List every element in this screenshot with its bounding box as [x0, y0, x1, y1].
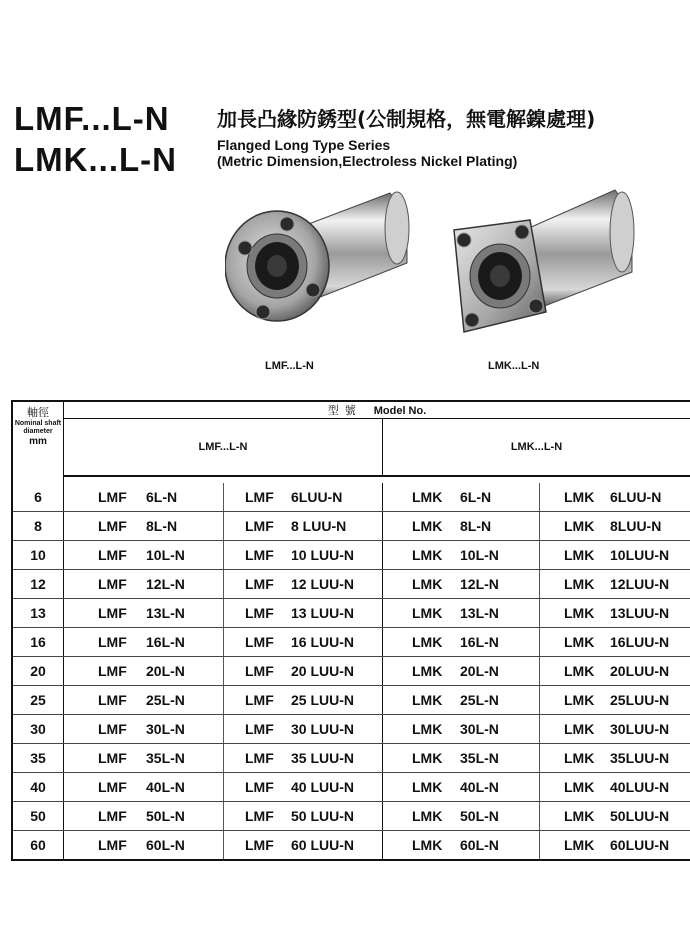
model-suffix: 13L-N: [460, 605, 499, 621]
lmk-standard-cell: [383, 570, 540, 599]
model-suffix: 13: [30, 605, 46, 621]
lmk-standard-cell: [383, 744, 540, 773]
model-prefix: LMK: [412, 779, 443, 795]
model-prefix: LMK: [564, 518, 595, 534]
lmf-standard-cell: [64, 715, 224, 744]
lmk-luu-cell: [540, 483, 690, 512]
model-prefix: LMK: [412, 663, 443, 679]
model-suffix: 35LUU-N: [610, 750, 670, 766]
model-prefix: LMK: [412, 576, 443, 592]
model-prefix: LMK: [412, 605, 443, 621]
lmk-standard-cell: [383, 802, 540, 831]
group-lmf-header: LMF...L-N: [64, 419, 383, 477]
title-line-2: LMK...L-N: [14, 141, 177, 178]
lmk-standard-cell: [383, 831, 540, 861]
model-prefix: LMK: [412, 547, 443, 563]
lmf-standard-cell: [64, 483, 224, 512]
model-suffix: 35: [30, 750, 46, 766]
model-table: [11, 400, 690, 861]
model-suffix: 25L-N: [460, 692, 499, 708]
model-suffix: 16L-N: [146, 634, 185, 650]
shaft-diameter-cell: [12, 715, 64, 744]
table-row: [12, 599, 690, 628]
lmk-luu-cell: [540, 744, 690, 773]
model-suffix: 10: [30, 547, 46, 563]
lmk-luu-cell: [540, 599, 690, 628]
lmk-luu-cell: [540, 831, 690, 861]
model-prefix: LMF: [245, 779, 274, 795]
model-suffix: 50L-N: [146, 808, 185, 824]
model-suffix: 16 LUU-N: [291, 634, 355, 650]
model-prefix: LMF: [98, 663, 127, 679]
model-prefix: LMF: [98, 808, 127, 824]
model-prefix: LMF: [245, 692, 274, 708]
model-suffix: 10L-N: [460, 547, 499, 563]
shaft-diameter-cell: [12, 831, 64, 861]
model-suffix: 30 LUU-N: [291, 721, 355, 737]
shaft-diameter-cell: [12, 570, 64, 599]
lmf-standard-cell: [64, 657, 224, 686]
lmk-standard-cell: [383, 483, 540, 512]
lmk-standard-cell: [383, 686, 540, 715]
lmk-standard-cell: [383, 599, 540, 628]
lmk-standard-cell: [383, 512, 540, 541]
model-suffix: 13LUU-N: [610, 605, 670, 621]
model-suffix: 50: [30, 808, 46, 824]
model-suffix: 60LUU-N: [610, 837, 670, 853]
table-row: [12, 541, 690, 570]
lmf-luu-cell: [224, 541, 383, 570]
model-suffix: 10L-N: [146, 547, 185, 563]
model-suffix: 25 LUU-N: [291, 692, 355, 708]
model-prefix: LMK: [564, 721, 595, 737]
model-suffix: 40LUU-N: [610, 779, 670, 795]
shaft-header-unit: mm: [29, 436, 47, 447]
model-suffix: 8: [34, 518, 42, 534]
model-suffix: 12: [30, 576, 46, 592]
model-prefix: LMK: [564, 547, 595, 563]
shaft-diameter-cell: [12, 686, 64, 715]
shaft-diameter-cell: [12, 628, 64, 657]
model-suffix: 35L-N: [460, 750, 499, 766]
model-prefix: LMF: [245, 518, 274, 534]
model-prefix: LMF: [245, 663, 274, 679]
lmk-standard-cell: [383, 773, 540, 802]
lmf-luu-cell: [224, 570, 383, 599]
model-prefix: LMF: [98, 721, 127, 737]
model-suffix: 16: [30, 634, 46, 650]
lmf-standard-cell: [64, 773, 224, 802]
model-suffix: 35L-N: [146, 750, 185, 766]
model-prefix: LMF: [98, 547, 127, 563]
model-prefix: LMF: [98, 779, 127, 795]
model-header-en: Model No.: [373, 405, 427, 417]
caption-lmk: LMK...L-N: [488, 360, 540, 372]
table-row: [12, 715, 690, 744]
shaft-diameter-cell: [12, 541, 64, 570]
model-prefix: LMF: [245, 837, 274, 853]
round-flange-bearing-image: [225, 188, 415, 338]
model-suffix: 8L-N: [146, 518, 178, 534]
table-row: [12, 657, 690, 686]
model-prefix: LMK: [412, 489, 443, 505]
model-suffix: 6LUU-N: [610, 489, 662, 505]
model-prefix: LMK: [564, 692, 595, 708]
model-suffix: 12L-N: [146, 576, 185, 592]
subtitle-chinese: 加長凸緣防銹型(公制規格，無電解鎳處理): [217, 107, 596, 131]
model-suffix: 60L-N: [460, 837, 499, 853]
model-prefix: LMF: [245, 750, 274, 766]
model-suffix: 10LUU-N: [610, 547, 670, 563]
table-row: [12, 512, 690, 541]
model-suffix: 20 LUU-N: [291, 663, 355, 679]
table-row: [12, 744, 690, 773]
model-suffix: 50L-N: [460, 808, 499, 824]
model-no-header: [64, 401, 690, 419]
model-suffix: 35 LUU-N: [291, 750, 355, 766]
lmk-luu-cell: [540, 570, 690, 599]
model-prefix: LMF: [98, 576, 127, 592]
lmf-luu-cell: [224, 512, 383, 541]
lmk-luu-cell: [540, 773, 690, 802]
lmk-luu-cell: [540, 657, 690, 686]
table-row: [12, 570, 690, 599]
lmf-luu-cell: [224, 744, 383, 773]
group-lmk-header: LMK...L-N: [383, 419, 690, 477]
lmk-standard-cell: [383, 628, 540, 657]
model-suffix: 30L-N: [460, 721, 499, 737]
lmk-luu-cell: [540, 628, 690, 657]
model-suffix: 50 LUU-N: [291, 808, 355, 824]
lmk-standard-cell: [383, 715, 540, 744]
lmf-luu-cell: [224, 483, 383, 512]
model-prefix: LMF: [245, 576, 274, 592]
model-suffix: 13L-N: [146, 605, 185, 621]
model-prefix: LMK: [564, 489, 595, 505]
model-prefix: LMK: [564, 808, 595, 824]
model-prefix: LMF: [245, 808, 274, 824]
lmf-luu-cell: [224, 599, 383, 628]
model-suffix: 6: [34, 489, 42, 505]
model-suffix: 8L-N: [460, 518, 492, 534]
model-suffix: 40: [30, 779, 46, 795]
model-suffix: 40 LUU-N: [291, 779, 355, 795]
model-suffix: 8 LUU-N: [291, 518, 347, 534]
model-prefix: LMF: [98, 605, 127, 621]
model-suffix: 10 LUU-N: [291, 547, 355, 563]
lmf-luu-cell: [224, 715, 383, 744]
caption-lmf: LMF...L-N: [265, 360, 314, 372]
model-suffix: 30LUU-N: [610, 721, 670, 737]
model-prefix: LMF: [245, 547, 274, 563]
model-suffix: 25: [30, 692, 46, 708]
lmk-luu-cell: [540, 686, 690, 715]
lmf-luu-cell: [224, 686, 383, 715]
model-prefix: LMK: [412, 808, 443, 824]
shaft-diameter-cell: [12, 512, 64, 541]
model-suffix: 12 LUU-N: [291, 576, 355, 592]
model-suffix: 13 LUU-N: [291, 605, 355, 621]
model-suffix: 50LUU-N: [610, 808, 670, 824]
model-prefix: LMF: [98, 518, 127, 534]
title-line-1: LMF...L-N: [14, 100, 170, 137]
model-suffix: 60: [30, 837, 46, 853]
lmf-standard-cell: [64, 512, 224, 541]
table-row: [12, 773, 690, 802]
shaft-diameter-cell: [12, 657, 64, 686]
model-prefix: LMF: [98, 692, 127, 708]
table-row: [12, 831, 690, 861]
lmk-luu-cell: [540, 715, 690, 744]
model-suffix: 20LUU-N: [610, 663, 670, 679]
model-prefix: LMF: [245, 605, 274, 621]
shaft-diameter-cell: [12, 599, 64, 628]
lmf-luu-cell: [224, 657, 383, 686]
model-prefix: LMK: [564, 779, 595, 795]
model-suffix: 20: [30, 663, 46, 679]
model-suffix: 30L-N: [146, 721, 185, 737]
model-prefix: LMK: [412, 837, 443, 853]
model-suffix: 6L-N: [146, 489, 178, 505]
model-suffix: 20L-N: [460, 663, 499, 679]
model-prefix: LMF: [245, 634, 274, 650]
lmf-standard-cell: [64, 570, 224, 599]
shaft-diameter-header: [12, 401, 64, 483]
lmf-luu-cell: [224, 628, 383, 657]
model-suffix: 12LUU-N: [610, 576, 670, 592]
lmf-standard-cell: [64, 744, 224, 773]
shaft-header-zh: 軸徑: [27, 406, 49, 419]
lmf-standard-cell: [64, 628, 224, 657]
shaft-diameter-cell: [12, 744, 64, 773]
square-flange-bearing-image: [450, 182, 640, 342]
shaft-diameter-cell: [12, 802, 64, 831]
table-row: [12, 483, 690, 512]
model-prefix: LMF: [245, 721, 274, 737]
model-suffix: 60L-N: [146, 837, 185, 853]
lmf-luu-cell: [224, 802, 383, 831]
table-row: [12, 686, 690, 715]
model-suffix: 60 LUU-N: [291, 837, 355, 853]
model-suffix: 8LUU-N: [610, 518, 662, 534]
model-suffix: 6L-N: [460, 489, 492, 505]
lmk-luu-cell: [540, 541, 690, 570]
model-suffix: 25L-N: [146, 692, 185, 708]
model-prefix: LMK: [412, 750, 443, 766]
model-prefix: LMF: [98, 489, 127, 505]
lmk-luu-cell: [540, 512, 690, 541]
model-suffix: 40L-N: [460, 779, 499, 795]
model-prefix: LMK: [412, 518, 443, 534]
shaft-diameter-cell: [12, 773, 64, 802]
shaft-diameter-cell: [12, 483, 64, 512]
model-prefix: LMK: [412, 634, 443, 650]
lmf-luu-cell: [224, 773, 383, 802]
model-header-zh: 型號: [327, 404, 362, 417]
model-prefix: LMK: [564, 663, 595, 679]
lmf-standard-cell: [64, 686, 224, 715]
model-prefix: LMF: [98, 837, 127, 853]
model-suffix: 16LUU-N: [610, 634, 670, 650]
lmf-standard-cell: [64, 802, 224, 831]
subtitle-english-2: (Metric Dimension,Electroless Nickel Plating): [217, 153, 518, 169]
model-prefix: LMK: [564, 634, 595, 650]
model-prefix: LMK: [412, 721, 443, 737]
model-suffix: 30: [30, 721, 46, 737]
model-prefix: LMF: [98, 634, 127, 650]
lmf-standard-cell: [64, 831, 224, 861]
shaft-header-en: Nominal shaft diameter: [14, 420, 62, 435]
model-suffix: 40L-N: [146, 779, 185, 795]
model-prefix: LMK: [564, 837, 595, 853]
model-suffix: 25LUU-N: [610, 692, 670, 708]
lmk-standard-cell: [383, 657, 540, 686]
model-prefix: LMK: [564, 576, 595, 592]
model-suffix: 6LUU-N: [291, 489, 343, 505]
table-row: [12, 628, 690, 657]
model-prefix: LMF: [98, 750, 127, 766]
model-prefix: LMK: [412, 692, 443, 708]
model-suffix: 20L-N: [146, 663, 185, 679]
lmf-standard-cell: [64, 541, 224, 570]
model-suffix: 16L-N: [460, 634, 499, 650]
subtitle-english-1: Flanged Long Type Series: [217, 137, 391, 153]
model-prefix: LMF: [245, 489, 274, 505]
lmf-luu-cell: [224, 831, 383, 861]
lmk-standard-cell: [383, 541, 540, 570]
model-suffix: 12L-N: [460, 576, 499, 592]
model-prefix: LMK: [564, 605, 595, 621]
lmf-standard-cell: [64, 599, 224, 628]
table-row: [12, 802, 690, 831]
model-prefix: LMK: [564, 750, 595, 766]
lmk-luu-cell: [540, 802, 690, 831]
